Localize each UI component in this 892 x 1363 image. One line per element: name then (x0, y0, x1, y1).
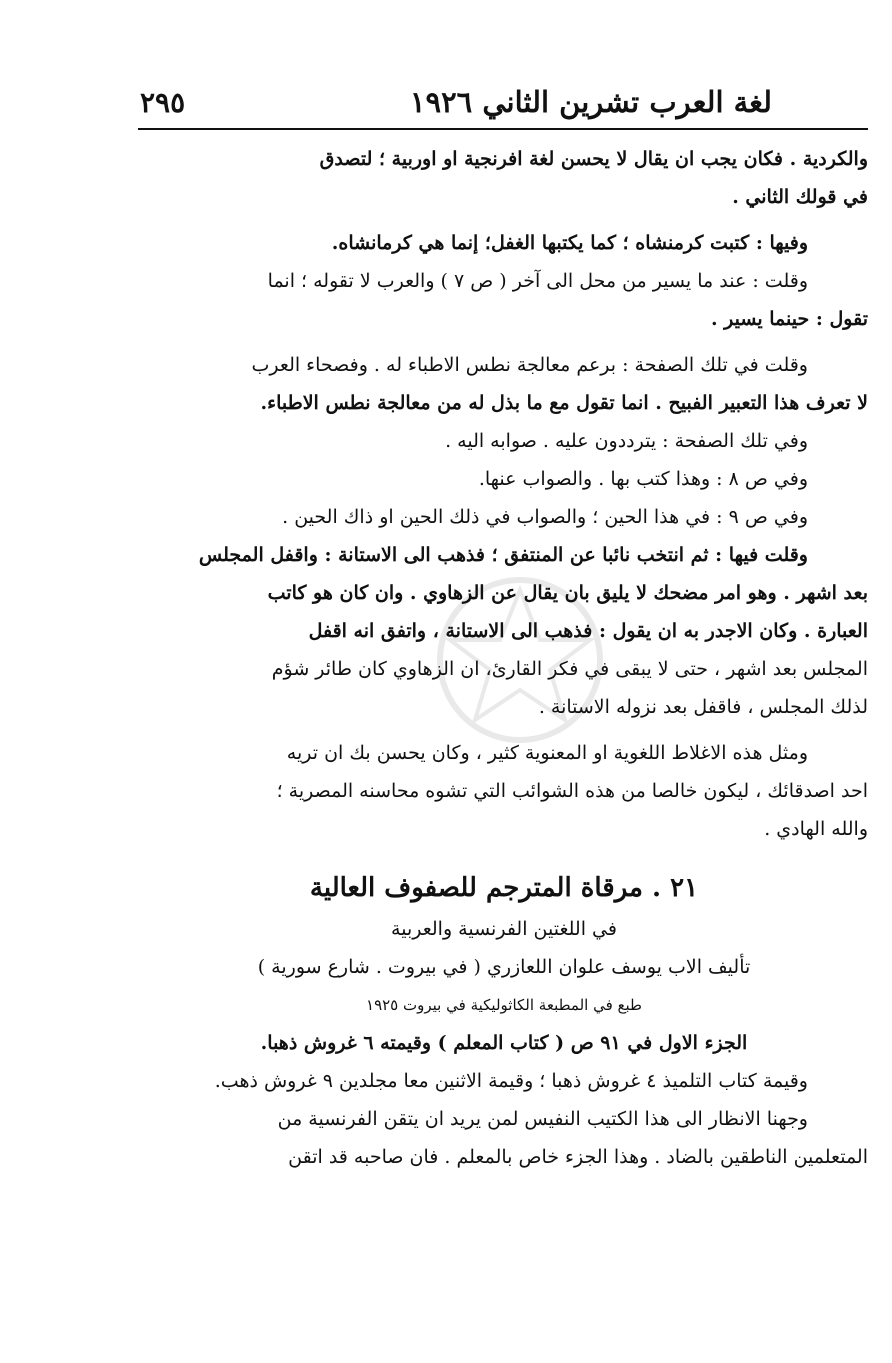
paragraph: وفيها : كتبت كرمنشاه ؛ كما يكتبها الغفل؛ إنما هي كرمانشاه. (331, 232, 808, 254)
paragraph: احد اصدقائك ، ليكون خالصا من هذه الشوائب التي تشوه محاسنه المصرية ؛ (276, 780, 868, 802)
paragraph: لا تعرف هذا التعبير الفبيح . انما تقول مع ما بذل له من معالجة نطس الاطباء. (260, 392, 868, 414)
journal-title: لغة العرب تشرين الثاني ١٩٢٦ (409, 85, 772, 119)
section-title: ٢١ . مرقاة المترجم للصفوف العالية (309, 873, 699, 903)
page-number: ٢٩٥ (140, 85, 186, 119)
paragraph: وفي تلك الصفحة : يترددون عليه . صوابه اليه . (445, 430, 808, 452)
page-header (140, 78, 772, 126)
paragraph: والله الهادي . (764, 818, 868, 840)
section-text: وجهنا الانظار الى هذا الكتيب النفيس لمن يريد ان يتقن الفرنسية من (277, 1108, 808, 1130)
paragraph: بعد اشهر . وهو امر مضحك لا يليق بان يقال عن الزهاوي . وان كان هو كاتب (267, 582, 868, 604)
paragraph: والكردية . فكان يجب ان يقال لا يحسن لغة افرنجية او اوربية ؛ لتصدق (319, 148, 868, 170)
paragraph: وفي ص ٨ : وهذا كتب بها . والصواب عنها. (478, 468, 808, 490)
section-subtitle: في اللغتين الفرنسية والعربية (391, 918, 617, 940)
article-body (140, 140, 868, 1176)
section-price: وقيمة كتاب التلميذ ٤ غروش ذهبا ؛ وقيمة الاثنين معا مجلدين ٩ غروش ذهب. (214, 1070, 808, 1092)
paragraph: لذلك المجلس ، فاقفل بعد نزوله الاستانة . (538, 696, 868, 718)
section-printed: طبع في المطبعة الكاثوليكية في بيروت ١٩٢٥ (366, 996, 642, 1014)
paragraph: تقول : حينما يسير . (710, 308, 868, 330)
paragraph: ومثل هذه الاغلاط اللغوية او المعنوية كثير ، وكان يحسن بك ان تريه (286, 742, 808, 764)
section-part1: الجزء الاول في ٩١ ص ( كتاب المعلم ) وقيمته ٦ غروش ذهبا. (260, 1032, 748, 1054)
header-rule (138, 128, 868, 130)
section-author: تأليف الاب يوسف علوان اللعازري ( في بيروت . شارع سورية ) (257, 956, 751, 978)
paragraph: وقلت : عند ما يسير من محل الى آخر ( ص ٧ ) والعرب لا تقوله ؛ انما (267, 270, 808, 292)
paragraph: وقلت في تلك الصفحة : برعم معالجة نطس الاطباء له . وفصحاء العرب (251, 354, 808, 376)
paragraph: وفي ص ٩ : في هذا الحين ؛ والصواب في ذلك الحين او ذاك الحين . (282, 506, 808, 528)
paragraph: العبارة . وكان الاجدر به ان يقول : فذهب الى الاستانة ، واتفق انه اقفل (308, 620, 868, 642)
paragraph: المجلس بعد اشهر ، حتى لا يبقى في فكر القارئ، ان الزهاوي كان طائر شؤم (271, 658, 868, 680)
paragraph: في قولك الثاني . (732, 186, 868, 208)
section-text: المتعلمين الناطقين بالضاد . وهذا الجزء خاص بالمعلم . فان صاحبه قد اتقن (288, 1146, 868, 1168)
paragraph: وقلت فيها : ثم انتخب نائبا عن المنتفق ؛ فذهب الى الاستانة : واقفل المجلس (198, 544, 808, 566)
